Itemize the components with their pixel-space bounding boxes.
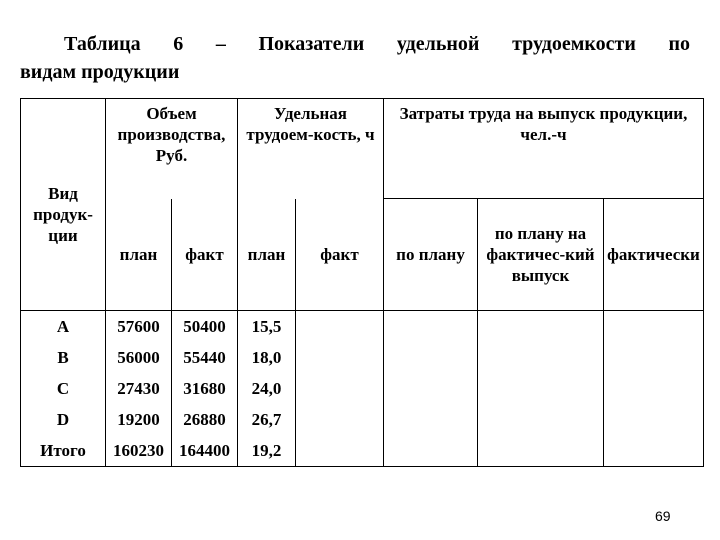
header-labor-fact: фактически <box>604 199 704 311</box>
cell-labor-plan-on-fact <box>478 404 604 435</box>
table-row <box>21 373 704 404</box>
header-specific-fact: факт <box>296 199 384 311</box>
cell-labor-plan-on-fact <box>478 373 604 404</box>
cell-specific-fact <box>296 311 384 343</box>
cell-specific-plan: 19,2 <box>238 435 296 467</box>
header-volume-fact: факт <box>172 199 238 311</box>
header-kind: Вид продук-ции <box>21 99 106 311</box>
cell-labor-fact <box>604 404 704 435</box>
table-row <box>21 342 704 373</box>
cell-labor-plan-on-fact <box>478 342 604 373</box>
cell-labor-fact <box>604 435 704 467</box>
cell-labor-plan <box>384 342 478 373</box>
cell-volume-plan: 27430 <box>106 373 172 404</box>
caption-line-1: Таблица 6 – Показатели удельной трудоемкости по <box>64 33 690 55</box>
header-volume: Объем производства, Руб. <box>106 99 238 199</box>
header-specific-plan: план <box>238 199 296 311</box>
cell-volume-fact: 31680 <box>172 373 238 404</box>
cell-specific-fact <box>296 404 384 435</box>
header-specific-labor-intensity: Удельная трудоем-кость, ч <box>238 99 384 199</box>
cell-specific-fact <box>296 342 384 373</box>
cell-specific-fact <box>296 435 384 467</box>
cell-specific-plan: 24,0 <box>238 373 296 404</box>
table-caption <box>20 30 690 86</box>
cell-volume-fact: 26880 <box>172 404 238 435</box>
cell-specific-fact <box>296 373 384 404</box>
cell-labor-plan <box>384 404 478 435</box>
cell-volume-fact: 50400 <box>172 311 238 343</box>
caption-line-2: видам продукции <box>20 61 180 83</box>
cell-volume-fact: 164400 <box>172 435 238 467</box>
cell-volume-plan: 56000 <box>106 342 172 373</box>
header-labor-plan-on-fact: по плану на фактичес-кий выпуск <box>478 199 604 311</box>
cell-kind: D <box>21 404 106 435</box>
cell-volume-plan: 160230 <box>106 435 172 467</box>
header-volume-plan: план <box>106 199 172 311</box>
labor-intensity-table <box>20 98 704 467</box>
cell-labor-plan <box>384 435 478 467</box>
cell-labor-plan <box>384 373 478 404</box>
cell-volume-plan: 19200 <box>106 404 172 435</box>
header-labor-costs: Затраты труда на выпуск продукции, чел.-ч <box>384 99 704 199</box>
cell-volume-plan: 57600 <box>106 311 172 343</box>
cell-kind: В <box>21 342 106 373</box>
page-number: 69 <box>655 508 671 524</box>
cell-labor-plan-on-fact <box>478 311 604 343</box>
cell-labor-plan-on-fact <box>478 435 604 467</box>
table-row <box>21 311 704 343</box>
cell-labor-fact <box>604 342 704 373</box>
table-row-total <box>21 435 704 467</box>
cell-labor-fact <box>604 311 704 343</box>
cell-kind: А <box>21 311 106 343</box>
cell-kind: Итого <box>21 435 106 467</box>
header-labor-plan: по плану <box>384 199 478 311</box>
cell-labor-fact <box>604 373 704 404</box>
cell-specific-plan: 26,7 <box>238 404 296 435</box>
cell-specific-plan: 15,5 <box>238 311 296 343</box>
cell-kind: С <box>21 373 106 404</box>
cell-volume-fact: 55440 <box>172 342 238 373</box>
cell-specific-plan: 18,0 <box>238 342 296 373</box>
table-row <box>21 404 704 435</box>
cell-labor-plan <box>384 311 478 343</box>
